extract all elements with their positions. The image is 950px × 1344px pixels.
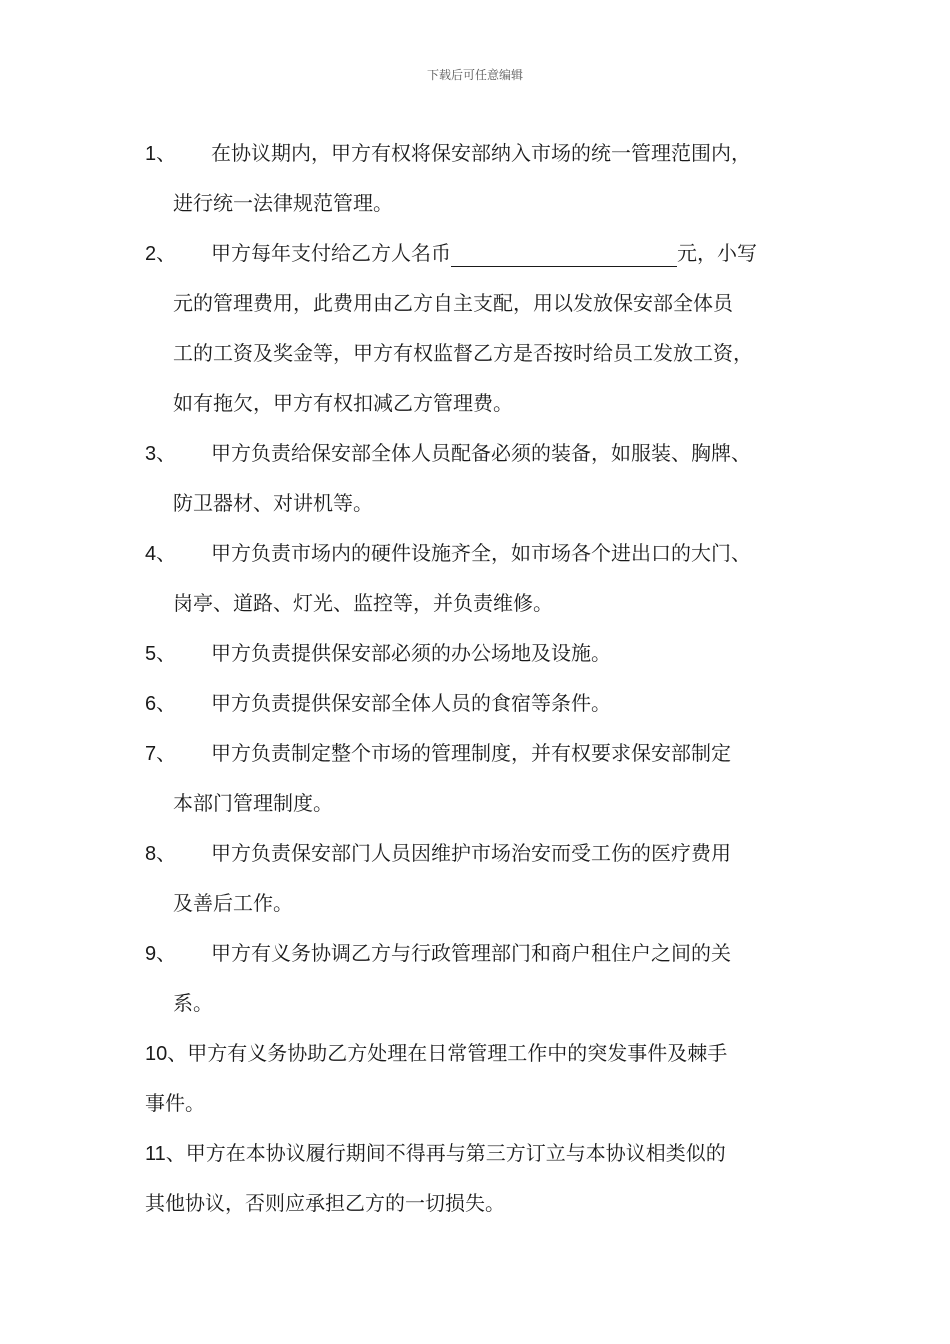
clause-1	[145, 128, 835, 228]
clause-number: 6、	[145, 693, 177, 715]
clause-text: 事件。	[145, 1091, 205, 1115]
clause-text: 甲方负责制定整个市场的管理制度，并有权要求保安部制定	[211, 741, 731, 765]
clause-text: 岗亭、道路、灯光、监控等，并负责维修。	[173, 591, 553, 615]
clause-7	[145, 728, 835, 828]
clause-text: 及善后工作。	[173, 891, 293, 915]
clause-number: 2、	[145, 243, 177, 265]
clause-text: 甲方有义务协助乙方处理在日常管理工作中的突发事件及棘手	[187, 1041, 728, 1065]
clause-text: 甲方负责保安部门人员因维护市场治安而受工伤的医疗费用	[211, 841, 731, 865]
page-header-note: 下载后可任意编辑	[426, 68, 523, 82]
clause-9	[145, 928, 835, 1028]
clause-text: 在协议期内，甲方有权将保安部纳入市场的统一管理范围内，	[211, 141, 751, 165]
clause-text: 如有拖欠，甲方有权扣减乙方管理费。	[173, 391, 513, 415]
clause-text: 甲方负责市场内的硬件设施齐全，如市场各个进出口的大门、	[211, 541, 751, 565]
clause-text: 甲方负责给保安部全体人员配备必须的装备，如服装、胸牌、	[211, 441, 751, 465]
clause-6	[145, 678, 835, 728]
clause-text: 元，小写	[677, 241, 757, 265]
clause-number: 4、	[145, 543, 177, 565]
clause-5	[145, 628, 835, 678]
clause-text: 甲方有义务协调乙方与行政管理部门和商户租住户之间的关	[211, 941, 731, 965]
clause-4	[145, 528, 835, 628]
clause-text: 系。	[173, 991, 213, 1015]
clause-text: 甲方每年支付给乙方人名币	[211, 241, 451, 265]
clause-8	[145, 828, 835, 928]
clause-number: 7、	[145, 743, 177, 765]
clause-3	[145, 428, 835, 528]
clause-text: 工的工资及奖金等，甲方有权监督乙方是否按时给员工发放工资，	[173, 341, 753, 365]
clause-number: 10、	[145, 1043, 188, 1065]
document-body	[145, 128, 835, 1228]
amount-blank-field[interactable]	[451, 236, 677, 267]
clause-text: 甲方负责提供保安部必须的办公场地及设施。	[211, 641, 611, 665]
clause-text: 本部门管理制度。	[173, 791, 333, 815]
clause-number: 5、	[145, 643, 177, 665]
clause-text: 其他协议，否则应承担乙方的一切损失。	[145, 1191, 505, 1215]
clause-number: 3、	[145, 443, 177, 465]
clause-text: 元的管理费用，此费用由乙方自主支配，用以发放保安部全体员	[173, 291, 733, 315]
clause-text: 防卫器材、对讲机等。	[173, 491, 373, 515]
clause-text: 甲方负责提供保安部全体人员的食宿等条件。	[211, 691, 611, 715]
clause-11	[145, 1128, 835, 1228]
clause-number: 9、	[145, 943, 177, 965]
clause-text: 甲方在本协议履行期间不得再与第三方订立与本协议相类似的	[185, 1141, 726, 1165]
clause-2	[145, 228, 835, 428]
clause-number: 1、	[145, 143, 177, 165]
clause-number: 11、	[145, 1143, 186, 1165]
clause-text: 进行统一法律规范管理。	[173, 191, 393, 215]
clause-10	[145, 1028, 835, 1128]
clause-number: 8、	[145, 843, 177, 865]
